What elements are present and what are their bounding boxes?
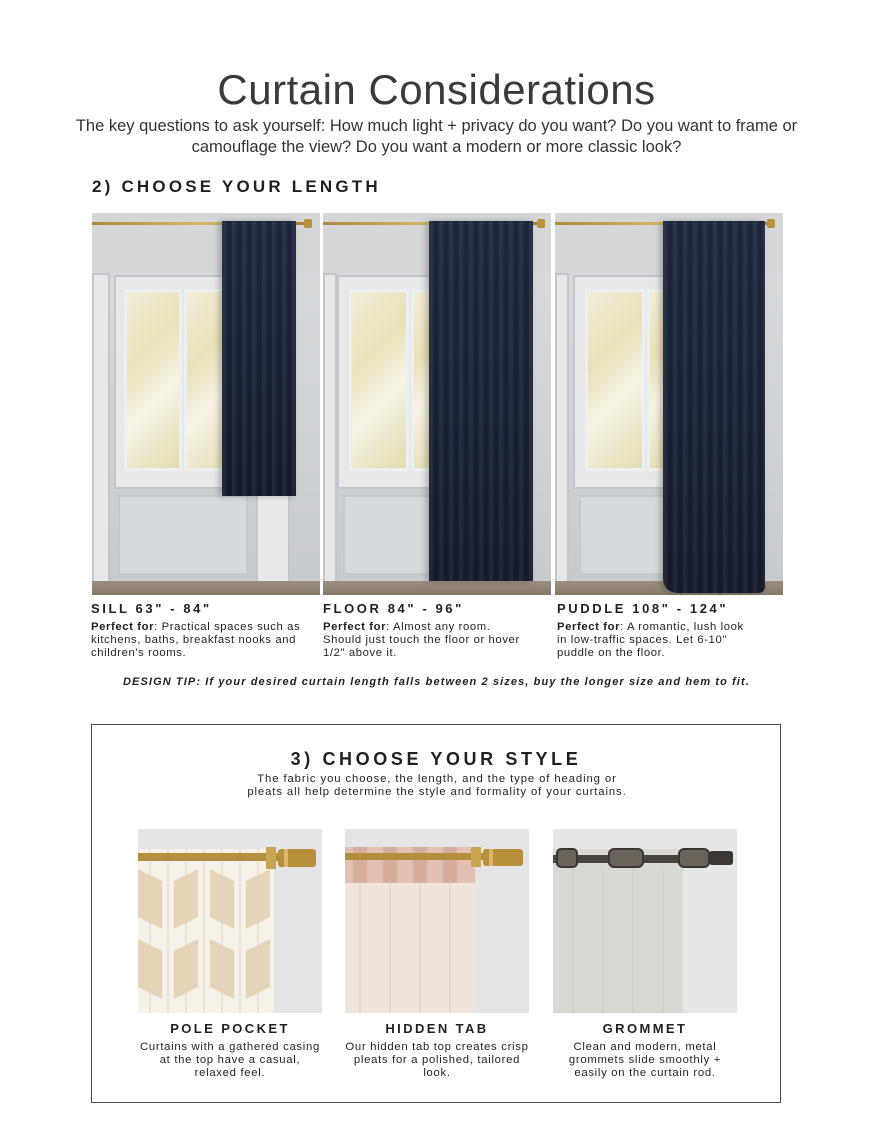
hidden-tab-label: HIDDEN TAB — [385, 1021, 489, 1036]
page-title: Curtain Considerations — [217, 66, 656, 113]
style-section-intro: The fabric you choose, the length, and the type of heading or pleats all help determine the style and formality of your curtains. — [247, 773, 627, 798]
sill-length-label: SILL 63" - 84" — [91, 601, 212, 616]
hidden-tab-photo — [345, 829, 529, 1013]
pole-pocket-label: POLE POCKET — [170, 1021, 290, 1036]
sill-length-description: Perfect for: Practical spaces such as kitchens, baths, breakfast nooks and children's rooms. — [91, 621, 301, 659]
pole-pocket-photo — [138, 829, 322, 1013]
page-subtitle: The key questions to ask yourself: How much light + privacy do you want? Do you want to frame or camouflage the view? Do you want a modern or more classic look? — [75, 117, 798, 156]
grommet-description: Clean and modern, metal grommets slide smoothly + easily on the curtain rod. — [568, 1041, 722, 1079]
style-section-heading: 3) CHOOSE YOUR STYLE — [290, 749, 582, 769]
hidden-tab-description: Our hidden tab top creates crisp pleats for a polished, tailored look. — [345, 1041, 529, 1079]
style-section-box — [91, 724, 781, 1103]
puddle-length-description: Perfect for: A romantic, lush look in low-traffic spaces. Let 6-10" puddle on the floor. — [557, 621, 744, 659]
design-tip: DESIGN TIP: If your desired curtain length falls between 2 sizes, buy the longer size and hem to fit. — [123, 676, 750, 688]
floor-length-photo — [323, 213, 551, 595]
floor-length-description: Perfect for: Almost any room. Should just touch the floor or hover 1/2" above it. — [323, 621, 520, 659]
grommet-label: GROMMET — [602, 1021, 688, 1036]
puddle-length-photo — [555, 213, 783, 595]
grommet-photo — [553, 829, 737, 1013]
pole-pocket-description: Curtains with a gathered casing at the top have a casual, relaxed feel. — [140, 1041, 320, 1079]
sill-length-photo — [92, 213, 320, 595]
floor-length-label: FLOOR 84" - 96" — [323, 601, 464, 616]
length-section-heading: 2) CHOOSE YOUR LENGTH — [92, 177, 381, 196]
puddle-length-label: PUDDLE 108" - 124" — [557, 601, 729, 616]
